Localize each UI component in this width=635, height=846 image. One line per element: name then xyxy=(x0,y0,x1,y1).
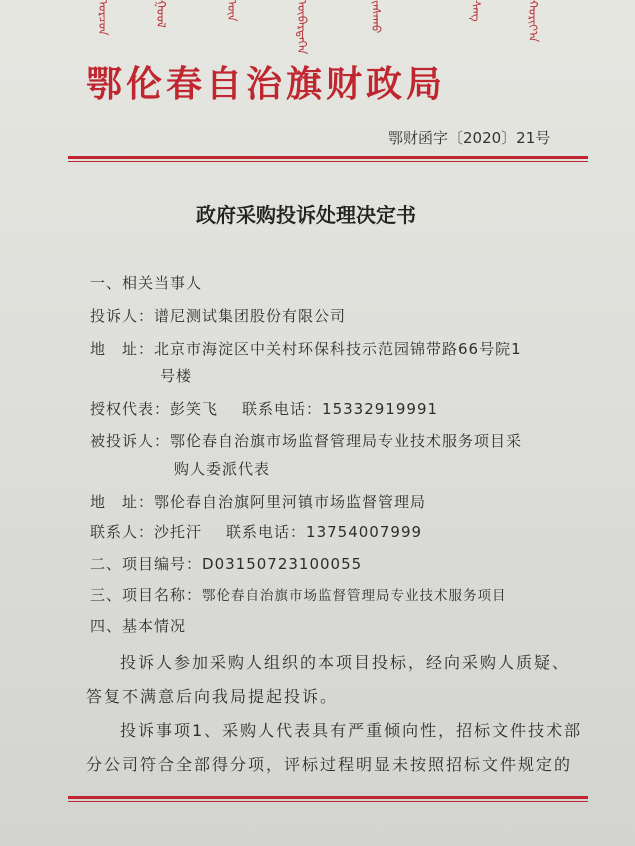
header-divider-thick xyxy=(68,156,588,159)
contact-label: 联系人： xyxy=(90,523,155,541)
representative-row xyxy=(90,398,438,419)
paragraph2-line2: 分公司符合全部得分项，评标过程明显未按照招标文件规定的 xyxy=(86,755,573,774)
mongolian-script: ᠰᠠᠩ xyxy=(469,0,483,22)
mongolian-script: ᠭᠣᠣᠯ xyxy=(154,0,168,28)
section3-label: 三、项目名称： xyxy=(90,586,203,604)
paragraph1-line2: 答复不满意后向我局提起投诉。 xyxy=(86,687,339,706)
paragraph1-line1: 投诉人参加采购人组织的本项目投标，经向采购人质疑、 xyxy=(120,653,571,672)
address-label: 地 址： xyxy=(90,493,155,511)
project-name: 鄂伦春自治旗市场监督管理局专业技术服务项目 xyxy=(202,588,507,604)
section4-heading: 四、基本情况 xyxy=(90,617,187,635)
mongolian-script: ᠦᠨ xyxy=(225,0,239,22)
footer-divider-thick xyxy=(68,796,588,799)
project-number: D03150723100055 xyxy=(202,555,363,573)
respondent-address: 鄂伦春自治旗阿里河镇市场监督管理局 xyxy=(154,493,427,511)
mongolian-script: ᠥᠪᠡᠷᠲᠡᠭᠡᠨ xyxy=(295,0,309,55)
paragraph2-line1: 投诉事项1、采购人代表具有严重倾向性，招标文件技术部 xyxy=(120,721,583,740)
section2-label: 二、项目编号： xyxy=(90,555,203,573)
address-label: 地 址： xyxy=(90,340,155,358)
complainant-address-row xyxy=(90,338,522,359)
footer-divider-thin xyxy=(68,801,588,802)
complainant-row xyxy=(90,305,346,326)
phone-label: 联系电话： xyxy=(226,523,307,541)
mongolian-script: ᠬᠣᠷᠢᠶ᠎ᠠ xyxy=(526,0,540,43)
mongolian-script: ᠵᠠᠰᠠᠬᠤ xyxy=(369,0,383,34)
complainant-address-line1: 北京市海淀区中关村环保科技示范园锦带路66号院1 xyxy=(154,340,522,358)
representative-phone: 15332919991 xyxy=(322,400,439,418)
document-number: 鄂财函字〔2020〕21号 xyxy=(388,129,551,147)
section1-heading: 一、相关当事人 xyxy=(90,274,203,292)
respondent-value-line2: 购人委派代表 xyxy=(174,460,271,478)
document-title: 政府采购投诉处理决定书 xyxy=(196,203,416,227)
contact-phone: 13754007999 xyxy=(306,523,423,541)
project-name-row xyxy=(90,584,507,605)
complainant-label: 投诉人： xyxy=(90,307,155,325)
mongolian-script: ᠣᠷᠴᠣᠨ xyxy=(96,0,110,36)
phone-label: 联系电话： xyxy=(242,400,323,418)
complainant-address-line2: 号楼 xyxy=(160,367,193,385)
representative-value: 彭笑飞 xyxy=(170,400,219,418)
header-divider-thin xyxy=(68,161,588,162)
respondent-value-line1: 鄂伦春自治旗市场监督管理局专业技术服务项目采 xyxy=(170,432,523,450)
contact-value: 沙托汗 xyxy=(154,523,203,541)
org-title: 鄂伦春自治旗财政局 xyxy=(86,63,447,105)
respondent-label: 被投诉人： xyxy=(90,432,171,450)
respondent-address-row xyxy=(90,491,426,512)
respondent-row xyxy=(90,430,522,451)
complainant-value: 谱尼测试集团股份有限公司 xyxy=(154,307,347,325)
contact-row xyxy=(90,521,422,542)
representative-label: 授权代表： xyxy=(90,400,171,418)
project-number-row xyxy=(90,553,362,574)
